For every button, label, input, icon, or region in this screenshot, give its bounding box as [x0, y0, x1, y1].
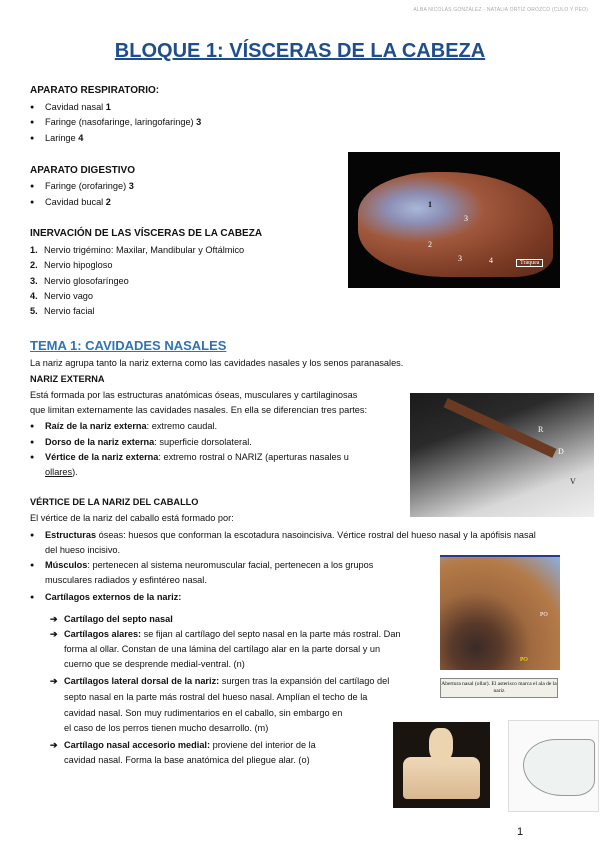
nostril-caption: Abertura nasal (ollar). El asterisco marca el ala de la nariz [440, 678, 558, 698]
arrow-item-cont: cavidad nasal. Son muy rudimentarios en el caballo, sin embargo en [64, 708, 343, 718]
list-item: ● Raíz de la nariz externa: extremo caudal. [45, 420, 217, 433]
cartilage-image [393, 722, 490, 808]
list-item: ● Cartílagos externos de la nariz: [45, 591, 181, 604]
list-item: ● Músculos: pertenecen al sistema neuromuscular facial, pertenecen a los grupos [45, 559, 373, 572]
arrow-item: ➔ Cartílago nasal accesorio medial: proviene del interior de la [64, 739, 316, 752]
arrow-item: ➔ Cartílagos alares: se fijan al cartílago del septo nasal en la parte más rostral. Dan [64, 628, 401, 641]
heading-respiratorio: APARATO RESPIRATORIO: [30, 85, 160, 96]
list-item: ● Dorso de la nariz externa: superficie dorsolateral. [45, 436, 252, 449]
list-item: 2. Nervio hipogloso [30, 260, 113, 270]
heading-inervacion: INERVACIÓN DE LAS VÍSCERAS DE LA CABEZA [30, 228, 263, 239]
skull-drawing-image [508, 720, 599, 812]
header-authors: ALBA NICOLÁS GONZÁLEZ · NATALIA ORTIZ OROZCO (CULO Y PEO) [413, 7, 588, 13]
list-item: ● Faringe (nasofaringe, laringofaringe) 3 [45, 116, 201, 129]
arrow-item: ➔ Cartílagos lateral dorsal de la nariz: surgen tras la expansión del cartílago del [64, 675, 389, 688]
heading-vertice: VÉRTICE DE LA NARIZ DEL CABALLO [30, 497, 199, 507]
arrow-item-cont: el caso de los perros tienen mucho desarrollo. (m) [64, 723, 269, 733]
heading-nariz-externa: NARIZ EXTERNA [30, 374, 105, 384]
list-item: ● Laringe 4 [45, 132, 83, 145]
list-item: ● Cavidad bucal 2 [45, 196, 111, 209]
list-item-cont: del hueso incisivo. [45, 545, 121, 555]
list-item: ● Estructuras óseas: huesos que conforman la escotadura nasoincisiva. Vértice rostral del hueso nasal y la apófisis nasal [45, 529, 536, 542]
head-section-image: 1 2 3 3 4 Tráquea [348, 152, 560, 288]
arrow-item-cont: cuerno que se desprende medial-ventral. (n) [64, 659, 245, 669]
page-number: 1 [517, 826, 524, 838]
list-item: 3. Nervio glosofaríngeo [30, 276, 129, 286]
intro-text: La nariz agrupa tanto la nariz externa como las cavidades nasales y los senos paranasales. [30, 358, 404, 368]
nostril-image: PO PO [440, 555, 560, 670]
list-item: 5. Nervio facial [30, 306, 95, 316]
arrow-item: ➔ Cartílago del septo nasal [64, 613, 173, 626]
arrow-item-cont: forma al ollar. Constan de una lámina del cartílago alar en la parte dorsal y un [64, 644, 381, 654]
heading-digestivo: APARATO DIGESTIVO [30, 165, 136, 176]
list-item: ● Vértice de la nariz externa: extremo rostral o NARIZ (aperturas nasales u [45, 451, 349, 464]
paragraph-line: Está formada por las estructuras anatómicas óseas, musculares y cartilaginosas [30, 390, 358, 400]
vertice-intro: El vértice de la nariz del caballo está formado por: [30, 513, 234, 523]
horse-head-image: R D V [410, 393, 594, 517]
arrow-item-cont: septo nasal en la parte más rostral del hueso nasal. Amplían el techo de la [64, 692, 368, 702]
list-item: 1. Nervio trigémino: Maxilar, Mandibular y Oftálmico [30, 245, 245, 255]
list-item: 4. Nervio vago [30, 291, 94, 301]
list-item: ● Faringe (orofaringe) 3 [45, 180, 134, 193]
list-item-cont: musculares radiados y esfintéreo nasal. [45, 575, 207, 585]
list-item-cont: ollares). [45, 467, 78, 477]
list-item: ● Cavidad nasal 1 [45, 101, 111, 114]
paragraph-line: que limitan externamente las cavidades nasales. En ella se diferencian tres partes: [30, 405, 368, 415]
arrow-item-cont: cavidad nasal. Forma la base anatómica del pliegue alar. (o) [64, 755, 310, 765]
tema-heading: TEMA 1: CAVIDADES NASALES [30, 338, 227, 353]
page-title: BLOQUE 1: VÍSCERAS DE LA CABEZA [114, 40, 486, 62]
